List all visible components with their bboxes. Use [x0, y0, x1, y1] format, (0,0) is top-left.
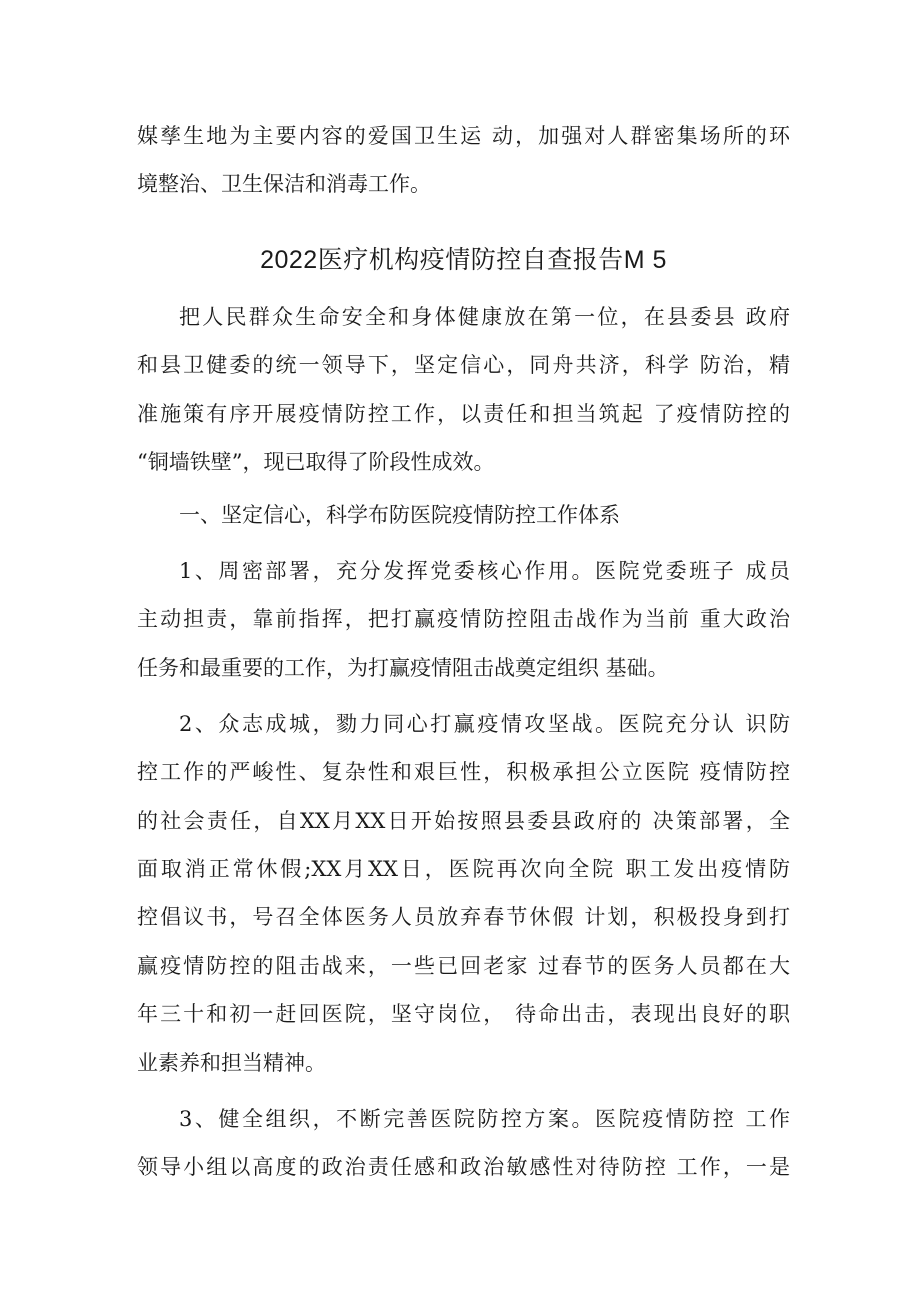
text-line: 领导小组以高度的政治责任感和政治敏感性对待防控 工作，一是: [137, 1155, 790, 1180]
text-line: 控倡议书，号召全体医务人员放弃春节休假 计划，积极投身到打: [137, 905, 790, 930]
text-line: 把人民群众生命安全和身体健康放在第一位，在县委县 政府: [179, 304, 790, 329]
text-line: 控工作的严峻性、复杂性和艰巨性，积极承担公立医院 疫情防控: [137, 760, 790, 785]
item-2-paragraph: [137, 700, 790, 1087]
text-line: 的社会责任，自XX月XX日开始按照县委县政府的 决策部署，全: [137, 808, 790, 833]
text-line: 年三十和初一赶回医院，坚守岗位， 待命出击，表现出良好的职: [137, 1002, 790, 1027]
intro-paragraph: [137, 112, 790, 209]
item-1-paragraph: [137, 547, 790, 692]
text-line: 面取消正常休假;XX月XX日，医院再次向全院 职工发出疫情防: [137, 857, 790, 882]
paragraph-gap: [137, 1087, 790, 1095]
text-line: 赢疫情防控的阻击战来，一些已回老家 过春节的医务人员都在大: [137, 953, 790, 978]
text-line: 准施策有序开展疫情防控工作，以责任和担当筑起 了疫情防控的: [137, 401, 790, 426]
document-page: [137, 112, 790, 1192]
opening-paragraph: [137, 293, 790, 487]
text-line: 1、周密部署，充分发挥党委核心作用。医院党委班子 成员: [179, 558, 790, 583]
text-line: 2、众志成城，勠力同心打赢疫情攻坚战。医院充分认 识防: [179, 711, 790, 736]
document-title: 2022医疗机构疫情防控自查报告M 5: [260, 245, 667, 274]
paragraph-gap: [137, 692, 790, 700]
text-line: 3、健全组织，不断完善医院防控方案。医院疫情防控 工作: [179, 1107, 790, 1132]
text-line: 媒孳生地为主要内容的爱国卫生运 动，加强对人群密集场所的环: [137, 124, 790, 148]
text-line: 境整治、卫生保洁和消毒工作。: [137, 172, 431, 197]
item-3-paragraph: [137, 1095, 790, 1192]
text-line: 任务和最重要的工作，为打赢疫情阻击战奠定组织 基础。: [137, 655, 669, 680]
text-line: “铜墙铁壁”，现已取得了阶段性成效。: [137, 449, 495, 474]
text-line: 业素养和担当精神。: [137, 1050, 326, 1075]
section-heading: 一、坚定信心，科学布防医院疫情防控工作体系: [179, 504, 620, 528]
text-line: 和县卫健委的统一领导下，坚定信心，同舟共济，科学 防治，精: [137, 353, 790, 378]
text-line: 主动担责，靠前指挥，把打赢疫情防控阻击战作为当前 重大政治: [137, 607, 790, 632]
